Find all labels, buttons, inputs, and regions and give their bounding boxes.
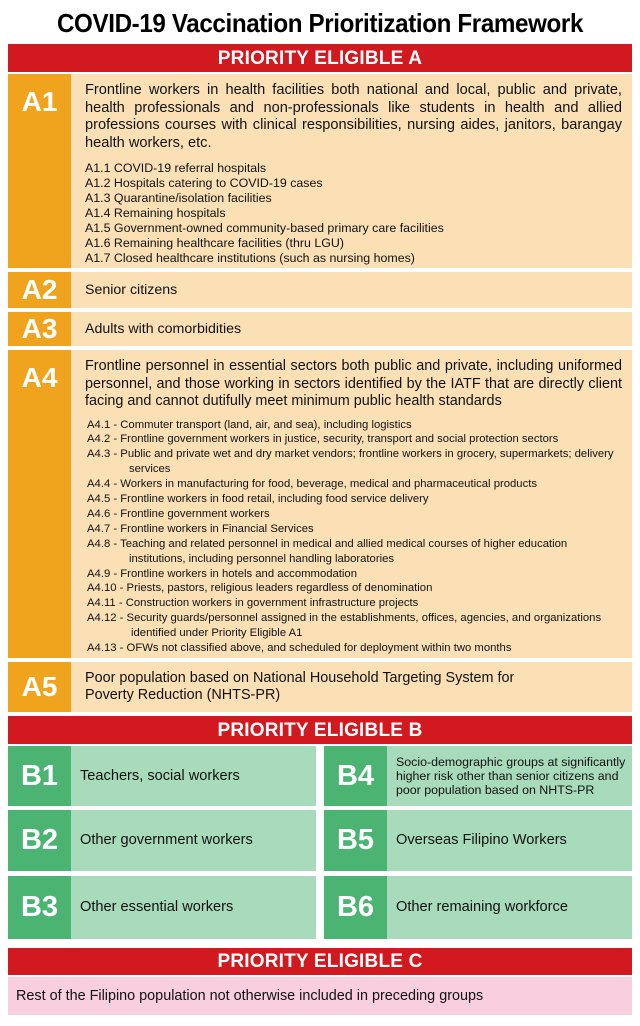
a4-subitem: A4.11 - Construction workers in government infrastructure projects [87, 597, 419, 610]
a4-subitem: A4.5 - Frontline workers in food retail, including food service delivery [87, 493, 429, 506]
a2-description: Senior citizens [85, 281, 178, 298]
a4-subitem: A4.7 - Frontline workers in Financial Services [87, 522, 314, 535]
badge-a1: A1 [8, 74, 71, 268]
cell-b3 [8, 876, 316, 939]
a4-subitem: A4.2 - Frontline government workers in justice, security, transport and social protection sectors [87, 433, 559, 446]
a1-subitem: A1.1 COVID-19 referral hospitals [85, 161, 267, 175]
cell-b1 [8, 746, 316, 806]
a5-description: Poor population based on National Household Targeting System for Poverty Reduction (NHTS-PR) [85, 669, 515, 703]
badge-b2: B2 [8, 810, 71, 871]
b5-description: Overseas Filipino Workers [396, 832, 567, 848]
a1-description: Frontline workers in health facilities both national and local, public and private, health professionals and non-professionals like students in health and allied professions courses with clinical responsibilities, nursing aides, janitors, barangay health workers, etc. [85, 82, 622, 151]
row-a2 [8, 272, 632, 308]
a1-subitem: A1.7 Closed healthcare institutions (such as nursing homes) [85, 251, 415, 265]
row-a4-body [71, 350, 632, 658]
row-a1-body [71, 74, 632, 268]
row-a1 [8, 74, 632, 268]
c-description: Rest of the Filipino population not otherwise included in preceding groups [16, 988, 484, 1004]
a4-subitem: A4.10 - Priests, pastors, religious leaders regardless of denomination [87, 582, 433, 595]
cell-b5 [324, 810, 632, 871]
banner-priority-a: PRIORITY ELIGIBLE A [8, 44, 632, 72]
badge-a4: A4 [8, 350, 71, 658]
a4-subitem: A4.1 - Commuter transport (land, air, and sea), including logistics [87, 418, 412, 431]
b1-description: Teachers, social workers [80, 767, 240, 784]
b6-description: Other remaining workforce [396, 899, 568, 915]
badge-b6: B6 [324, 876, 387, 939]
banner-priority-b: PRIORITY ELIGIBLE B [8, 716, 632, 744]
b4-description: Socio-demographic groups at significantly higher risk other than senior citizens and poor population based on NHTS-PR [396, 754, 626, 798]
a4-subitem: A4.12 - Security guards/personnel assigned in the establishments, offices, agencies, and organizations identified under Priority Eligible A1 [87, 612, 602, 640]
a1-subitem: A1.2 Hospitals catering to COVID-19 cases [85, 176, 323, 190]
row-a5 [8, 662, 632, 712]
a1-subitem: A1.3 Quarantine/isolation facilities [85, 191, 272, 205]
a4-subitem: A4.6 - Frontline government workers [87, 507, 270, 520]
cell-b4 [324, 746, 632, 806]
badge-a2: A2 [8, 272, 71, 308]
a4-subitem: A4.13 - OFWs not classified above, and scheduled for deployment within two months [87, 642, 512, 655]
a4-subitems [85, 418, 622, 657]
a3-description: Adults with comorbidities [85, 320, 242, 337]
badge-b1: B1 [8, 746, 71, 806]
badge-b3: B3 [8, 876, 71, 939]
a4-subitem: A4.4 - Workers in manufacturing for food, beverage, medical and pharmaceutical products [87, 478, 538, 491]
badge-a5: A5 [8, 662, 71, 712]
a4-subitem: A4.9 - Frontline workers in hotels and accommodation [87, 567, 358, 580]
row-c [8, 977, 632, 1015]
cell-b2 [8, 810, 316, 871]
b3-description: Other essential workers [80, 899, 234, 915]
a4-subitem: A4.3 - Public and private wet and dry market vendors; frontline workers in grocery, supermarkets; delivery services [87, 448, 614, 476]
row-a3 [8, 312, 632, 346]
a1-subitem: A1.6 Remaining healthcare facilities (thru LGU) [85, 236, 344, 250]
row-a4 [8, 350, 632, 658]
page-title: COVID-19 Vaccination Prioritization Framework [56, 8, 584, 38]
badge-b4: B4 [324, 746, 387, 806]
a1-subitems [85, 161, 622, 266]
badge-a3: A3 [8, 312, 71, 346]
banner-priority-c: PRIORITY ELIGIBLE C [8, 948, 632, 975]
cell-b6 [324, 876, 632, 939]
a1-subitem: A1.5 Government-owned community-based primary care facilities [85, 221, 444, 235]
badge-b5: B5 [324, 810, 387, 871]
a4-description: Frontline personnel in essential sectors both public and private, including uniformed personnel, and those working in sectors identified by the IATF that are directly client facing and cannot dutifully meet minimum public health standards [85, 358, 622, 409]
a4-subitem: A4.8 - Teaching and related personnel in medical and allied medical courses of higher education institutions, including personnel handling laboratories [87, 537, 568, 565]
a1-subitem: A1.4 Remaining hospitals [85, 206, 226, 220]
b2-description: Other government workers [80, 832, 253, 848]
